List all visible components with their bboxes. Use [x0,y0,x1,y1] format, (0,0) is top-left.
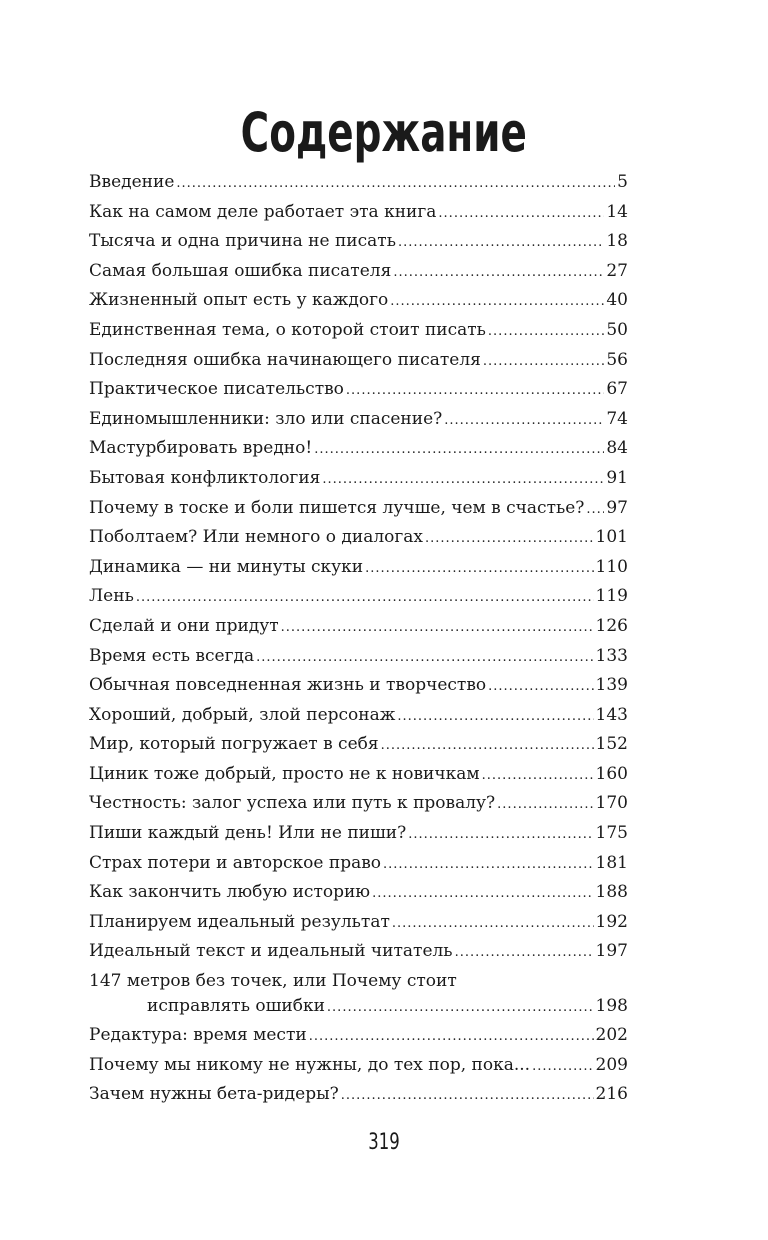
toc-leader-dots [365,554,593,584]
toc-entry-page: 56 [606,349,628,370]
toc-leader-dots [483,347,604,377]
toc-leader-dots [327,995,594,1021]
toc-entry [89,434,628,464]
toc-leader-dots [314,435,604,465]
toc-entry-title: Мир, который погружает в себя [89,734,379,755]
toc-entry-title: Жизненный опыт есть у каждого [89,290,389,311]
toc-entry-title: Время есть всегда [89,645,255,666]
toc-entry-page: 84 [606,438,628,459]
toc-leader-dots [393,258,604,288]
page-number [0,1128,768,1158]
toc-entry-page: 188 [595,882,628,903]
toc-entry-title: Честность: залог успеха или путь к провалу? [89,793,496,814]
toc-entry-page: 5 [617,172,628,192]
toc-entry [89,908,628,938]
toc-entry [89,730,628,760]
toc-entry [89,612,628,642]
toc-entry-page: 14 [606,201,628,222]
toc-leader-dots [341,1081,594,1111]
toc-entry-page: 139 [595,675,628,696]
toc-entry-page: 27 [606,260,628,281]
toc-entry-page: 126 [595,615,628,636]
toc-leader-dots [346,376,604,406]
toc-leader-dots [397,702,593,732]
toc-entry-title-line1: 147 метров без точек, или Почему стоит [89,971,457,992]
toc-entry [89,760,628,790]
toc-entry-page: 133 [595,645,628,666]
toc-entry-page: 209 [595,1054,628,1075]
toc-entry-title: Практическое писательство [89,379,344,400]
toc-leader-dots [532,1052,593,1082]
toc-entry-title: Обычная повседненная жизнь и творчество [89,675,487,696]
toc-entry-page: 197 [595,941,628,962]
toc-entry [89,671,628,701]
page-title-text: Содержание [240,101,528,165]
toc-entry-page: 18 [606,231,628,252]
toc-entry-title: Единственная тема, о которой стоит писать [89,319,486,340]
toc-entry [89,701,628,731]
toc-leader-dots [586,495,604,525]
page-title [0,98,768,168]
toc-leader-dots [372,879,593,909]
toc-entry-title: Зачем нужны бета-ридеры? [89,1084,339,1105]
toc-entry [89,346,628,376]
toc-leader-dots [455,938,594,968]
toc-leader-dots [444,406,604,436]
toc-entry-page: 50 [606,319,628,340]
toc-entry-page: 74 [606,408,628,429]
toc-entry-title: Поболтаем? Или немного о диалогах [89,527,423,548]
toc-entry [89,849,628,879]
toc-entry-page: 170 [595,793,628,814]
toc-entry [89,1051,628,1081]
toc-entry [89,1021,628,1051]
toc-entry-page: 192 [595,911,628,932]
toc-entry-page: 143 [595,704,628,725]
toc-entry [89,819,628,849]
toc-entry [89,168,628,198]
toc-entry [89,523,628,553]
toc-entry [89,969,628,1021]
toc-entry-page: 202 [595,1025,628,1046]
toc-entry-title: Почему в тоске и боли пишется лучше, чем в счастье? [89,497,585,518]
toc-entry-title: Редактура: время мести [89,1025,307,1046]
toc-entry-page: 97 [606,497,628,518]
toc-leader-dots [281,613,594,643]
toc-entry-title: Хороший, добрый, злой персонаж [89,704,396,725]
toc-entry-title: Самая большая ошибка писателя [89,260,392,281]
toc-leader-dots [488,317,604,347]
toc-entry [89,582,628,612]
toc-entry [89,789,628,819]
toc-entry [89,227,628,257]
toc-leader-dots [322,465,604,495]
toc-entry-title: Введение [89,172,175,192]
toc-entry-title: Планируем идеальный результат [89,911,390,932]
toc-entry-title: Лень [89,586,134,607]
toc-entry [89,494,628,524]
toc-entry-page: 198 [595,996,628,1017]
toc-entry-title: Мастурбировать вредно! [89,438,313,459]
toc-entry-page: 101 [595,527,628,548]
toc-entry [89,257,628,287]
toc-leader-dots [381,731,594,761]
toc-leader-dots [136,583,594,613]
toc-entry-page: 91 [606,467,628,488]
toc-entry-title: Сделай и они придут [89,615,279,636]
toc-entry-title: Пиши каждый день! Или не пиши? [89,823,407,844]
toc-entry-page: 181 [595,852,628,873]
toc-entry [89,286,628,316]
toc-leader-dots [309,1022,594,1052]
toc-entry-title: Идеальный текст и идеальный читатель [89,941,453,962]
toc-entry-title: Последняя ошибка начинающего писателя [89,349,481,370]
toc-entry-title: Динамика — ни минуты скуки [89,556,364,577]
page-number-text: 319 [368,1130,400,1155]
toc-entry-page: 152 [595,734,628,755]
toc-entry-line2 [89,993,628,1019]
toc-entry [89,553,628,583]
toc-entry-page: 160 [595,763,628,784]
toc-entry [89,316,628,346]
toc-entry-title: Страх потери и авторское право [89,852,382,873]
toc-entry-title: Циник тоже добрый, просто не к новичкам [89,763,480,784]
toc-leader-dots [398,228,604,258]
toc-entry [89,878,628,908]
toc-leader-dots [497,790,593,820]
toc-entry-page: 40 [606,290,628,311]
toc-entry-title-line2: исправлять ошибки [147,996,325,1017]
toc-leader-dots [438,199,604,229]
toc-leader-dots [408,820,593,850]
toc-entry [89,198,628,228]
toc-entry-page: 119 [595,586,628,607]
toc-entry-title: Тысяча и одна причина не писать [89,231,396,252]
toc-entry-page: 216 [595,1084,628,1105]
toc-entry [89,375,628,405]
toc-entry-page: 175 [595,823,628,844]
toc-entry [89,937,628,967]
toc-entry-title: Как на самом деле работает эта книга [89,201,437,222]
toc-entry [89,464,628,494]
toc-entry-title: Бытовая конфликтология [89,467,321,488]
toc-entry-title: Единомышленники: зло или спасение? [89,408,443,429]
toc-leader-dots [392,909,594,939]
toc-entry [89,405,628,435]
toc-leader-dots [176,169,615,199]
toc-entry [89,642,628,672]
toc-entry [89,1080,628,1110]
toc-leader-dots [425,524,594,554]
table-of-contents [89,168,628,1110]
toc-leader-dots [482,761,594,791]
toc-leader-dots [390,287,604,317]
toc-entry-page: 110 [595,556,628,577]
toc-entry-page: 67 [606,379,628,400]
toc-leader-dots [488,672,593,702]
toc-leader-dots [256,643,593,673]
toc-entry-title: Как закончить любую историю [89,882,371,903]
toc-leader-dots [383,850,594,880]
toc-entry-title: Почему мы никому не нужны, до тех пор, пока... [89,1054,531,1075]
